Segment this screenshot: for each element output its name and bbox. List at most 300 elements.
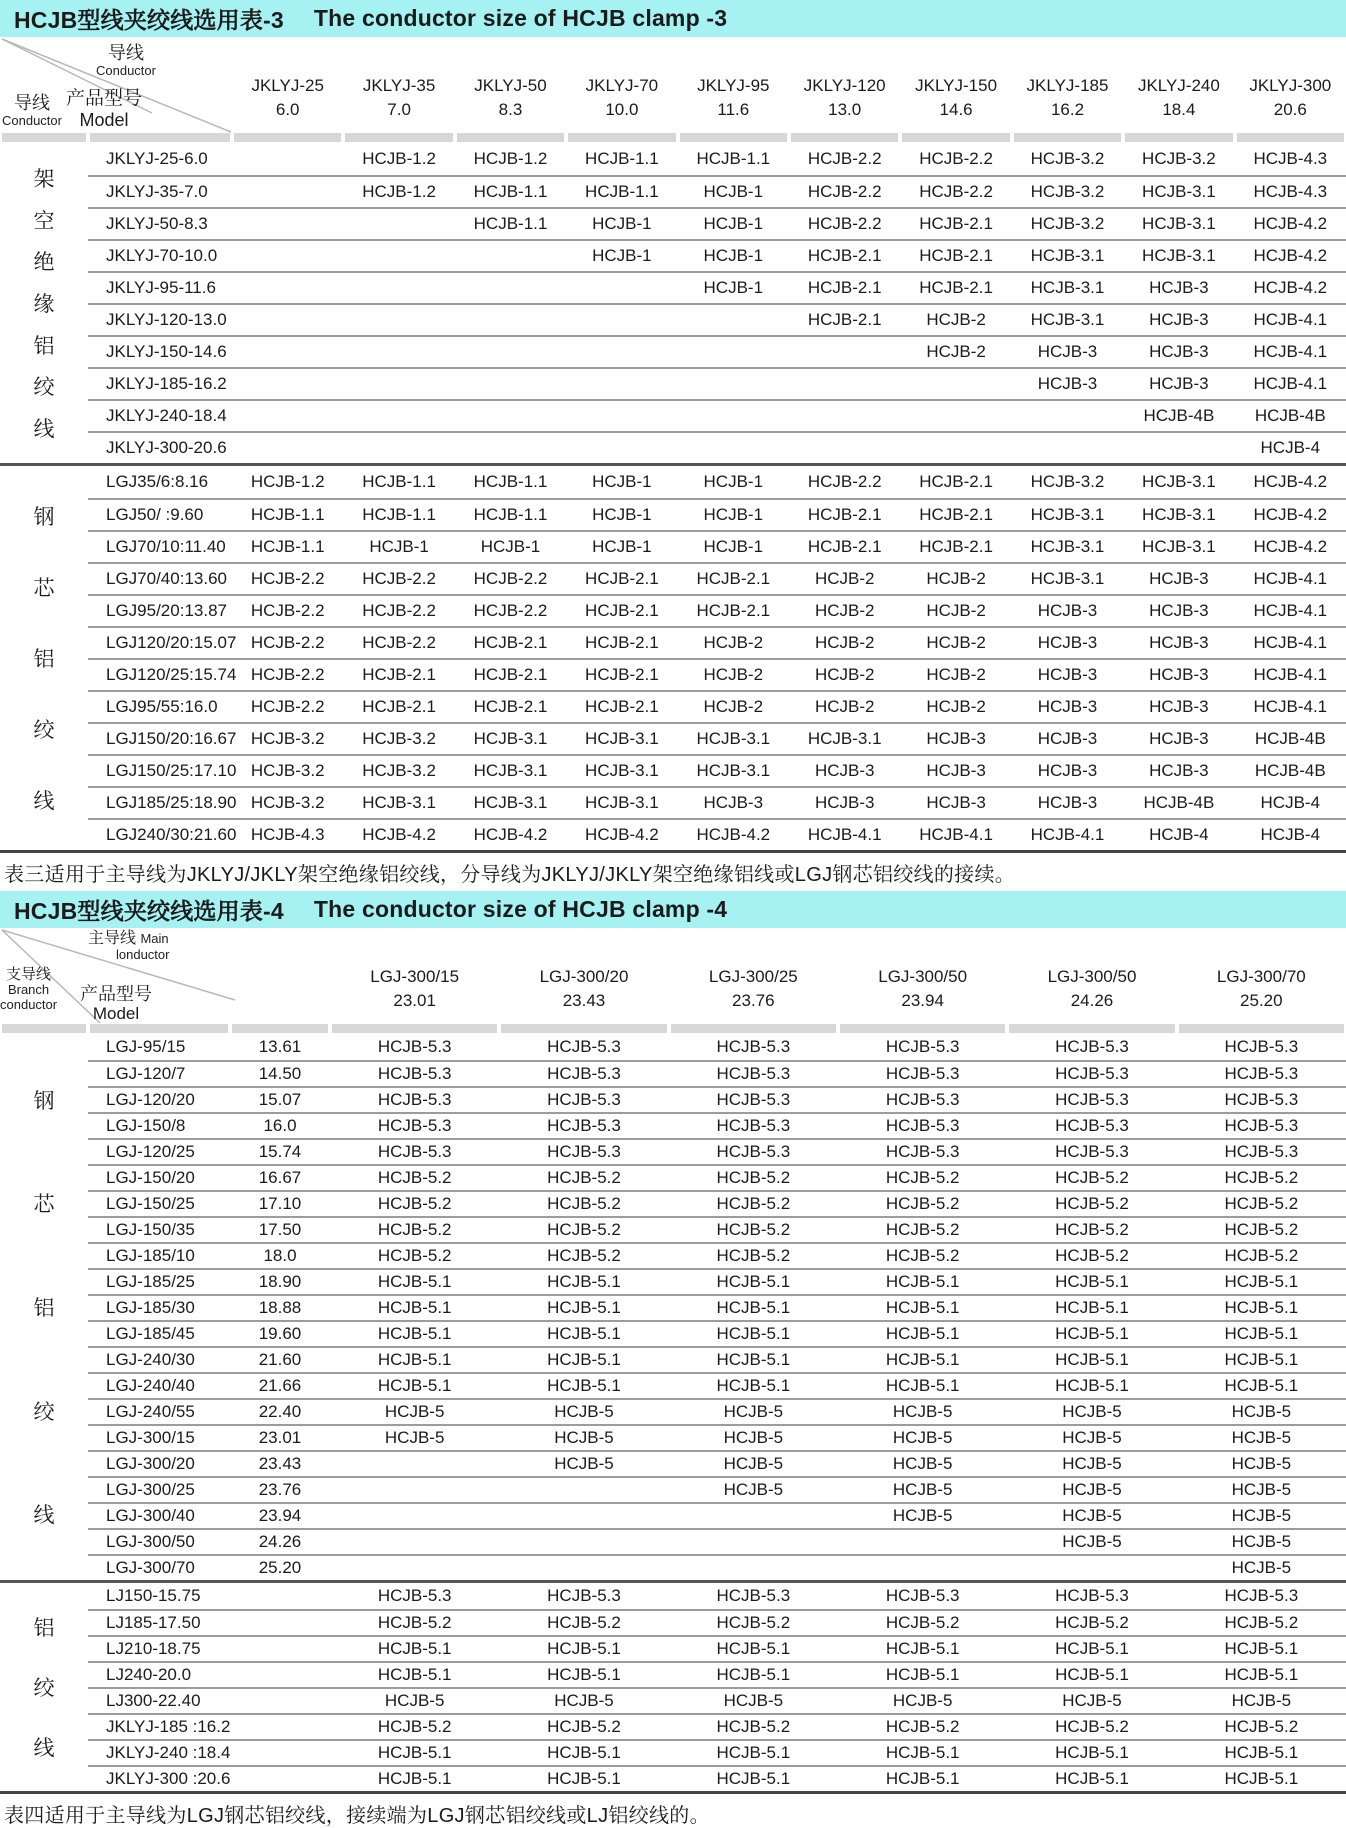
t4-size-cell: 23.94 [258,1506,302,1525]
table-row [88,175,1346,207]
t4-value-cell: HCJB-5.1 [1224,1376,1299,1395]
t3-value-cell: HCJB-3.2 [1030,472,1105,491]
t3-value-cell: HCJB-1.2 [473,149,548,168]
t3-value-cell [678,433,789,463]
t4-value-cell: HCJB-5.3 [377,1142,452,1161]
t4-value-cell: HCJB-5.2 [716,1168,791,1187]
t3-col-model: JKLYJ-150 [915,75,998,95]
t3-col-header-4 [678,37,789,133]
t3-col-size: 13.0 [828,100,862,120]
t4-size-cell: 14.50 [258,1064,302,1083]
t3-value-cell: HCJB-4.2 [362,825,436,844]
t4-band-segment [1179,1024,1344,1033]
table-row [88,1528,1346,1554]
table4-corner-center-label: 产品型号 Model [80,983,152,1024]
t4-value-cell: HCJB-5 [1231,1402,1292,1421]
group-label-char: 钢 [33,1089,55,1113]
table3-title-bar [0,0,1346,37]
t3-value-cell [343,433,454,463]
t3-value-cell [232,209,343,239]
table-row [88,786,1346,818]
group-label-char: 铝 [33,647,55,671]
t3-value-cell: HCJB-2 [703,665,764,684]
table3-header [0,37,1346,133]
t3-value-cell: HCJB-3 [1149,697,1209,716]
t4-value-cell: HCJB-5.1 [377,1350,452,1369]
t3-band-segment [791,133,898,142]
t3-col-model: JKLYJ-120 [803,75,886,95]
t4-value-cell: HCJB-5 [1062,1454,1122,1473]
t3-value-cell: HCJB-2.1 [696,569,771,588]
t3-col-header-0 [232,37,343,133]
t3-value-cell: HCJB-1 [592,505,652,524]
t3-value-cell: HCJB-3 [1037,729,1098,748]
t4-value-cell: HCJB-5.3 [716,1090,791,1109]
t4-col-model: LGJ-300/20 [539,966,629,986]
t4-model-cell: LJ210-18.75 [106,1639,201,1658]
t4-size-cell: 18.88 [258,1298,302,1317]
group-label-char: 芯 [33,576,55,600]
table-row [88,466,1346,498]
t3-value-cell: HCJB-4B [1254,729,1326,748]
t4-band-segment [232,1024,328,1033]
t3-value-cell: HCJB-1 [592,214,652,233]
table4-corner-left-label: 支导线 Branch conductor [0,966,58,1013]
t3-value-cell: HCJB-3.1 [1030,537,1105,556]
t4-band-cell [230,1024,330,1034]
t3-group-1 [0,466,1346,850]
t4-band-cell [330,1024,499,1034]
table-row [88,143,1346,175]
t4-value-cell: HCJB-5 [892,1402,953,1421]
t3-model-cell: JKLYJ-185-16.2 [106,374,227,393]
t4-value-cell: HCJB-5.3 [377,1116,452,1135]
t4-value-cell: HCJB-5.1 [377,1324,452,1343]
t3-value-cell: HCJB-3.1 [1142,505,1216,524]
t4-value-cell: HCJB-5.1 [377,1639,452,1658]
t4-value-cell [669,1556,838,1580]
t3-model-cell: LGJ150/25:17.10 [106,761,237,780]
t4-model-cell: LGJ-150/8 [106,1116,186,1135]
group-label-char: 空 [33,209,55,233]
t4-value-cell: HCJB-5 [1062,1428,1122,1447]
t3-value-cell [455,369,566,399]
t4-value-cell: HCJB-5.3 [1224,1064,1299,1083]
t4-value-cell: HCJB-5 [554,1691,614,1710]
t3-value-cell: HCJB-3 [1149,342,1209,361]
t3-value-cell: HCJB-1.1 [362,505,436,524]
t3-value-cell: HCJB-4.2 [1253,214,1328,233]
t4-value-cell: HCJB-5.1 [547,1350,621,1369]
t3-col-header-1 [343,37,454,133]
t3-value-cell: HCJB-1.1 [473,505,548,524]
t4-value-cell: HCJB-5 [723,1691,784,1710]
t4-value-cell: HCJB-5.1 [716,1639,791,1658]
t3-value-cell: HCJB-4B [1143,793,1215,812]
t4-value-cell: HCJB-5.2 [885,1613,960,1632]
t3-band-segment [234,133,341,142]
t3-value-cell [455,241,566,271]
t4-model-cell: LJ150-15.75 [106,1586,201,1605]
t4-value-cell: HCJB-5 [892,1428,953,1447]
table-row [88,1450,1346,1476]
t4-value-cell [838,1530,1007,1554]
t3-value-cell: HCJB-3.1 [473,761,548,780]
t4-value-cell: HCJB-5 [554,1402,614,1421]
table-row [88,722,1346,754]
t4-value-cell: HCJB-5.2 [1224,1246,1299,1265]
t4-value-cell: HCJB-5.3 [1055,1142,1129,1161]
t3-col-model: JKLYJ-185 [1026,75,1109,95]
t3-value-cell: HCJB-4.3 [1253,182,1328,201]
table-row [88,1476,1346,1502]
t3-value-cell: HCJB-1 [592,472,652,491]
t3-value-cell: HCJB-3 [1037,601,1098,620]
t3-band-cell [88,133,232,143]
table-row [88,1086,1346,1112]
t4-value-cell: HCJB-5.3 [547,1037,621,1056]
group-label-char: 钢 [33,505,55,529]
t3-model-cell: JKLYJ-25-6.0 [106,149,208,168]
t3-value-cell: HCJB-2 [926,697,986,716]
t3-model-cell: LGJ120/20:15.07 [106,633,237,652]
table-row [88,1609,1346,1635]
t3-value-cell [232,143,343,175]
t4-value-cell: HCJB-5.2 [885,1168,960,1187]
t3-value-cell [232,241,343,271]
t4-value-cell: HCJB-5.3 [1224,1142,1299,1161]
table-row [88,1190,1346,1216]
t3-band-segment [90,133,230,142]
t3-value-cell: HCJB-2.1 [585,569,659,588]
t4-value-cell: HCJB-5.3 [885,1586,960,1605]
t3-value-cell: HCJB-2.2 [473,569,548,588]
t4-value-cell: HCJB-5.3 [885,1142,960,1161]
table3-corner-top-label: 导线 Conductor [96,43,156,78]
t4-size-cell: 13.61 [258,1037,302,1056]
t4-band-segment [671,1024,836,1033]
t4-size-cell: 23.01 [258,1428,302,1447]
t3-value-cell: HCJB-2 [926,342,986,361]
table-row [88,1268,1346,1294]
t3-band-cell [1235,133,1346,143]
table-row [88,1242,1346,1268]
t4-value-cell: HCJB-5.3 [547,1586,621,1605]
t3-col-header-3 [566,37,677,133]
t4-value-cell: HCJB-5.3 [1055,1586,1129,1605]
t3-model-cell: LGJ150/20:16.67 [106,729,237,748]
t4-model-cell: LGJ-120/7 [106,1064,186,1083]
t3-col-size: 10.0 [605,100,639,120]
table-row [88,1060,1346,1086]
t3-col-model: JKLYJ-25 [251,75,324,95]
t4-value-cell: HCJB-5.1 [377,1272,452,1291]
table4-title-bar [0,891,1346,928]
t3-value-cell [455,273,566,303]
t4-size-cell [230,1715,330,1739]
t3-value-cell: HCJB-3.1 [1030,505,1105,524]
t3-value-cell: HCJB-3 [1149,569,1209,588]
t3-value-cell: HCJB-3 [1149,310,1209,329]
t4-value-cell: HCJB-5.1 [1224,1350,1299,1369]
t4-value-cell: HCJB-5.1 [377,1769,452,1788]
t3-value-cell: HCJB-3 [1149,374,1209,393]
t3-band-cell [343,133,454,143]
t4-col-header-5 [1177,928,1346,1024]
t4-col-model: LGJ-300/15 [370,966,460,986]
t3-value-cell [789,401,900,431]
t4-value-cell: HCJB-5.3 [716,1586,791,1605]
t4-value-cell: HCJB-5.3 [885,1116,960,1135]
t3-value-cell: HCJB-2.1 [807,505,882,524]
t3-value-cell [232,401,343,431]
t3-value-cell: HCJB-4.2 [1253,537,1328,556]
t3-band-segment [680,133,787,142]
t3-col-header-8 [1123,37,1234,133]
t3-value-cell: HCJB-2.2 [362,569,436,588]
t4-model-cell: LGJ-240/30 [106,1350,195,1369]
t3-value-cell [232,177,343,207]
t3-value-cell [566,273,677,303]
t3-value-cell: HCJB-1.1 [473,214,548,233]
t4-value-cell: HCJB-5.1 [547,1743,621,1762]
t4-value-cell: HCJB-5.2 [1055,1194,1129,1213]
t4-value-cell: HCJB-5.1 [1055,1743,1129,1762]
t3-value-cell: HCJB-2.1 [807,246,882,265]
table-row [88,1320,1346,1346]
t3-value-cell: HCJB-3.1 [807,729,882,748]
t4-value-cell: HCJB-5.1 [1224,1665,1299,1684]
table-row [88,303,1346,335]
t4-model-cell: JKLYJ-240 :18.4 [106,1743,231,1762]
t3-model-cell: LGJ35/6:8.16 [106,472,209,491]
group-label-char: 线 [33,418,55,442]
t3-band-cell [900,133,1011,143]
t3-value-cell: HCJB-3.1 [1030,569,1105,588]
t3-value-cell: HCJB-1.1 [250,505,325,524]
t3-value-cell: HCJB-2.1 [585,601,659,620]
t3-band-cell [789,133,900,143]
t4-value-cell: HCJB-5.3 [377,1090,452,1109]
t3-value-cell: HCJB-2.2 [250,665,325,684]
t4-value-cell: HCJB-5.1 [547,1298,621,1317]
table4-title-zh: HCJB型线夹绞线选用表-4 [14,898,284,924]
t3-value-cell: HCJB-4B [1143,406,1215,425]
t4-value-cell: HCJB-5.2 [1224,1220,1299,1239]
t4-value-cell: HCJB-5.3 [716,1037,791,1056]
t3-value-cell [343,273,454,303]
t3-value-cell: HCJB-2 [926,310,986,329]
t3-value-cell: HCJB-4.1 [1253,310,1328,329]
t4-value-cell: HCJB-5.3 [1055,1116,1129,1135]
t3-value-cell: HCJB-4.2 [1253,505,1328,524]
t3-value-cell: HCJB-4.2 [1253,246,1328,265]
t4-value-cell: HCJB-5 [1231,1480,1292,1499]
table-row [88,1138,1346,1164]
t3-value-cell [789,337,900,367]
t3-value-cell: HCJB-3 [926,761,986,780]
t4-group-1 [0,1583,1346,1791]
t4-value-cell: HCJB-5.2 [377,1613,452,1632]
t3-value-cell: HCJB-3.1 [585,793,659,812]
group-label-char: 线 [33,1504,55,1528]
table-row [88,1424,1346,1450]
table-row [88,754,1346,786]
t3-value-cell: HCJB-4.1 [1253,342,1328,361]
t3-value-cell: HCJB-2.2 [250,697,325,716]
t3-value-cell: HCJB-3 [1037,374,1098,393]
group-label-char: 绞 [33,1677,55,1700]
t4-value-cell: HCJB-5.3 [377,1586,452,1605]
t4-col-size: 23.01 [393,991,436,1011]
t4-value-cell: HCJB-5.1 [885,1639,960,1658]
t3-value-cell: HCJB-4B [1254,406,1326,425]
t3-value-cell: HCJB-2 [926,633,986,652]
t4-size-cell [230,1689,330,1713]
t3-value-cell: HCJB-2.1 [585,665,659,684]
t3-value-cell: HCJB-3 [1037,697,1098,716]
t3-value-cell: HCJB-4.1 [919,825,993,844]
t4-size-cell: 16.0 [263,1116,297,1135]
table-row [88,658,1346,690]
t4-value-cell: HCJB-5.3 [1055,1037,1129,1056]
t3-value-cell: HCJB-1 [703,278,764,297]
t3-value-cell: HCJB-2 [703,697,764,716]
t4-model-cell: LGJ-185/10 [106,1246,195,1265]
table4-header-band [0,1024,1346,1034]
t3-value-cell [566,337,677,367]
t4-col-model: LGJ-300/50 [1047,966,1137,986]
t4-value-cell: HCJB-5 [384,1428,445,1447]
t3-value-cell: HCJB-4B [1254,761,1326,780]
t3-value-cell: HCJB-2 [814,569,875,588]
t4-value-cell: HCJB-5.1 [1055,1376,1129,1395]
t3-value-cell: HCJB-3 [703,793,764,812]
t3-band-segment [1125,133,1232,142]
t3-value-cell: HCJB-2.2 [362,633,436,652]
t4-value-cell [669,1504,838,1528]
t3-value-cell: HCJB-3 [1149,633,1209,652]
t4-value-cell [838,1556,1007,1580]
t4-value-cell: HCJB-5 [723,1480,784,1499]
t4-value-cell: HCJB-5.2 [547,1220,621,1239]
table-row [88,1346,1346,1372]
t4-value-cell: HCJB-5.1 [547,1639,621,1658]
t4-band-cell [1007,1024,1176,1034]
t4-value-cell: HCJB-5.3 [1055,1064,1129,1083]
t3-value-cell: HCJB-4.1 [1253,633,1328,652]
t3-group-0 [0,143,1346,463]
t3-value-cell: HCJB-2.1 [919,472,993,491]
table3-note: 表三适用于主导线为JKLYJ/JKLY架空绝缘铝绞线，分导线为JKLYJ/JKLY架空绝缘铝线或LGJ钢芯铝绞线的接续。 [4,864,1016,886]
t3-col-model: JKLYJ-240 [1137,75,1220,95]
t3-band-cell [566,133,677,143]
t4-value-cell: HCJB-5 [1062,1506,1122,1525]
t4-value-cell: HCJB-5.1 [885,1665,960,1684]
t4-size-cell: 25.20 [258,1558,302,1577]
t3-value-cell: HCJB-2.1 [807,310,882,329]
t3-value-cell [789,369,900,399]
t3-value-cell: HCJB-2.1 [919,214,993,233]
t4-value-cell: HCJB-5.3 [716,1116,791,1135]
t4-band-segment [2,1024,86,1033]
t4-model-cell: LGJ-185/30 [106,1298,195,1317]
table3-body [0,143,1346,850]
table-row [88,1112,1346,1138]
t4-size-cell: 19.60 [258,1324,302,1343]
t3-col-size: 11.6 [717,100,750,120]
t4-value-cell: HCJB-5 [1231,1691,1292,1710]
t4-rows [88,1583,1346,1791]
t3-band-segment [568,133,675,142]
t3-value-cell [900,401,1011,431]
group-label-char: 缘 [33,292,55,316]
t3-value-cell: HCJB-3.1 [1142,537,1216,556]
t3-value-cell: HCJB-4.2 [1253,278,1328,297]
t4-value-cell: HCJB-5 [1062,1402,1122,1421]
table-row [88,271,1346,303]
t3-model-cell: JKLYJ-50-8.3 [106,214,208,233]
t4-value-cell: HCJB-5.2 [547,1194,621,1213]
t4-value-cell: HCJB-5.2 [377,1168,452,1187]
t4-value-cell: HCJB-5.2 [885,1717,960,1736]
t3-rows [88,143,1346,463]
t3-model-cell: JKLYJ-240-18.4 [106,406,227,425]
t3-value-cell [678,369,789,399]
t4-value-cell [330,1530,499,1554]
t3-value-cell: HCJB-2.2 [250,601,325,620]
t4-value-cell: HCJB-5 [1062,1691,1122,1710]
t4-model-cell: LGJ-150/35 [106,1220,195,1239]
t4-model-cell: LGJ-240/55 [106,1402,195,1421]
t4-value-cell: HCJB-5.1 [885,1272,960,1291]
t3-band-segment [902,133,1009,142]
t4-value-cell: HCJB-5.1 [1055,1324,1129,1343]
table-row [88,626,1346,658]
t4-size-cell: 22.40 [258,1402,302,1421]
t3-value-cell: HCJB-1.1 [362,472,436,491]
table-row [88,239,1346,271]
group-label-char: 铝 [33,1617,55,1640]
t4-value-cell: HCJB-5.2 [716,1717,791,1736]
t3-value-cell: HCJB-3.2 [1142,149,1216,168]
t4-rows [88,1034,1346,1580]
t3-model-cell: JKLYJ-300-20.6 [106,438,227,457]
t4-value-cell: HCJB-5.1 [1224,1298,1299,1317]
t3-col-model: JKLYJ-35 [362,75,436,95]
group-label-char: 线 [33,1737,55,1760]
t4-value-cell: HCJB-5.2 [547,1717,621,1736]
t3-value-cell: HCJB-2.1 [919,278,993,297]
t4-value-cell: HCJB-5.1 [377,1743,452,1762]
table-row [88,1713,1346,1739]
t3-value-cell: HCJB-4.3 [250,825,325,844]
t3-value-cell [455,305,566,335]
t4-value-cell [330,1452,499,1476]
t3-value-cell: HCJB-3 [1037,633,1098,652]
t4-model-cell: LJ240-20.0 [106,1665,192,1684]
t4-value-cell: HCJB-5 [1231,1532,1292,1551]
t4-value-cell: HCJB-5.1 [377,1298,452,1317]
table3-title-zh: HCJB型线夹绞线选用表-3 [14,7,284,33]
t4-value-cell: HCJB-5.1 [377,1665,452,1684]
table-row [88,1765,1346,1791]
t3-value-cell: HCJB-3 [1037,665,1098,684]
t3-value-cell: HCJB-3.1 [473,729,548,748]
t4-size-cell: 21.60 [258,1350,302,1369]
t4-group-label [0,1583,88,1791]
t4-value-cell: HCJB-5.1 [885,1350,960,1369]
